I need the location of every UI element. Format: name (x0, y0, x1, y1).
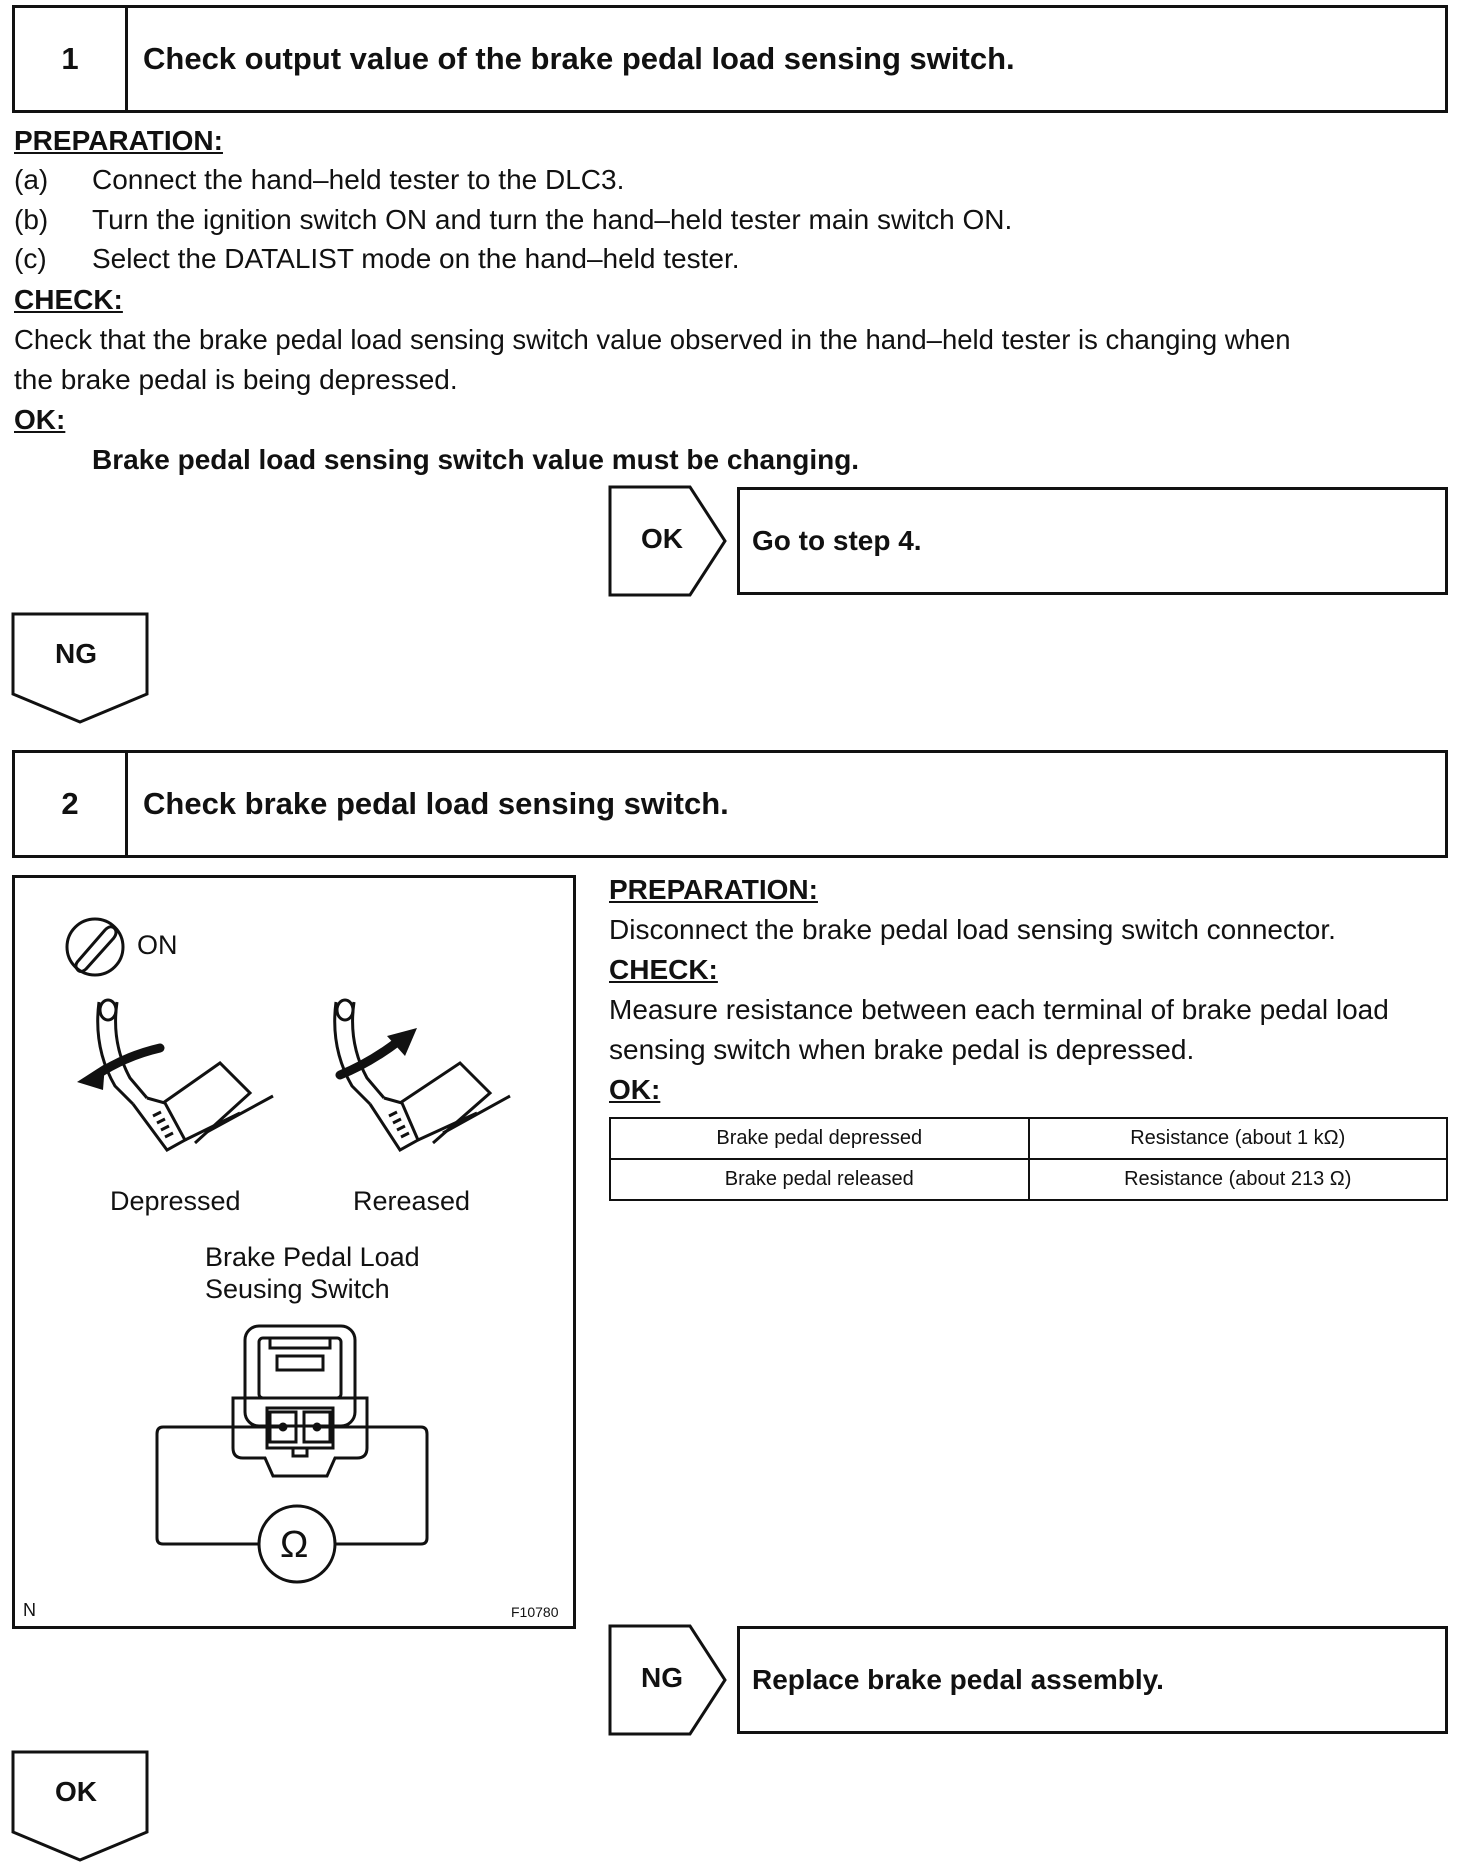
step1-check-heading: CHECK: (14, 284, 123, 315)
table-row (610, 1118, 1447, 1159)
step2-check-line1: Measure resistance between each terminal of brake pedal load (609, 994, 1389, 1025)
step1-check-line1: Check that the brake pedal load sensing switch value observed in the hand–held tester is changing when (14, 324, 1291, 355)
table-cell-spec: Resistance (about 213 Ω) (1029, 1159, 1448, 1200)
released-pedal-icon (335, 1000, 510, 1150)
step2-title: Check brake pedal load sensing switch. (143, 786, 729, 821)
figure-corner-left: N (23, 1600, 36, 1620)
step1-ok-heading: OK: (14, 404, 66, 435)
table-cell-spec: Resistance (about 1 kΩ) (1029, 1118, 1448, 1159)
table-row (610, 1159, 1447, 1200)
depressed-pedal-icon (77, 1000, 273, 1150)
step1-preparation-heading: PREPARATION: (14, 125, 223, 156)
step2-ng-result-text: Replace brake pedal assembly. (752, 1664, 1164, 1695)
table-cell-condition: Brake pedal depressed (610, 1118, 1029, 1159)
figure-on-label: ON (137, 930, 178, 960)
step1-prep-b-text: Turn the ignition switch ON and turn the hand–held tester main switch ON. (92, 204, 1013, 235)
step2-ng-result-label: NG (641, 1662, 683, 1693)
figure-switch-label-line1: Brake Pedal Load (205, 1242, 420, 1272)
figure-depressed-label: Depressed (110, 1186, 241, 1216)
step2-ok-label: OK (55, 1776, 97, 1807)
ignition-switch-icon (67, 919, 123, 975)
step2-ok-heading: OK: (609, 1074, 661, 1105)
step2-check-line2: sensing switch when brake pedal is depressed. (609, 1034, 1195, 1065)
figure-released-label: Rereased (353, 1186, 471, 1216)
step1-check-line2: the brake pedal is being depressed. (14, 364, 458, 395)
step1-ok-result-text: Go to step 4. (752, 525, 922, 556)
step1-number: 1 (15, 8, 128, 110)
step1-header (12, 5, 1448, 113)
table-cell-condition: Brake pedal released (610, 1159, 1029, 1200)
step1-prep-c-label: (c) (14, 243, 47, 274)
step2-preparation-heading: PREPARATION: (609, 874, 818, 905)
step1-ok-result-label: OK (641, 523, 683, 554)
step1-prep-a-text: Connect the hand–held tester to the DLC3. (92, 164, 625, 195)
step2-figure (12, 875, 576, 1629)
step1-ok-text: Brake pedal load sensing switch value must be changing. (92, 444, 860, 475)
step1-prep-a-label: (a) (14, 164, 49, 195)
step1-title: Check output value of the brake pedal load sensing switch. (143, 41, 1015, 76)
step2-check-heading: CHECK: (609, 954, 718, 985)
figure-corner-right: F10780 (511, 1604, 559, 1620)
step2-ng-result-box (737, 1626, 1448, 1734)
step2-preparation-text: Disconnect the brake pedal load sensing switch connector. (609, 914, 1336, 945)
step1-prep-c-text: Select the DATALIST mode on the hand–held tester. (92, 243, 740, 274)
step1-ok-result-box (737, 487, 1448, 595)
figure-ohm-symbol: Ω (280, 1524, 309, 1566)
step1-prep-b-label: (b) (14, 204, 49, 235)
step2-number: 2 (15, 753, 128, 855)
resistance-table (609, 1117, 1448, 1201)
step2-header (12, 750, 1448, 858)
figure-switch-label-line2: Seusing Switch (205, 1274, 390, 1304)
step1-ng-label: NG (55, 638, 97, 669)
